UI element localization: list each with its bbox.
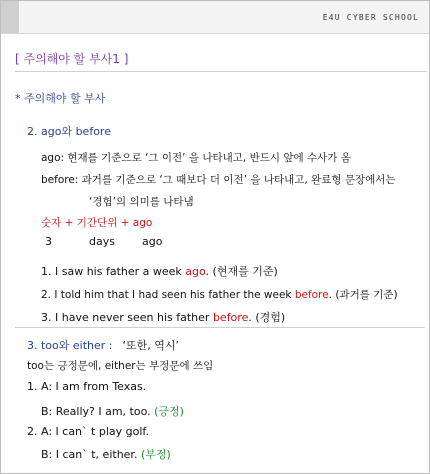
s2-example-sentence-2 <box>41 287 398 302</box>
ex3-note: . (경험) <box>248 311 286 324</box>
q1b-text: B: Really? I am, too. <box>41 405 155 418</box>
s2-before-definition-cont: ‘경험’의 의미를 나타냄 <box>89 196 194 208</box>
s2-before-definition: before: 과거를 기준으로 ‘그 때보다 더 이전’ 을 나타내고, 완료형 문장에서는 <box>41 174 396 186</box>
q2b-text: B: I can` t, either. <box>41 448 141 461</box>
ex2-keyword: before <box>294 289 329 301</box>
header-tab-decoration <box>1 1 19 33</box>
s2-formula: 숫자 + 기간단위 + ago <box>41 217 153 229</box>
title-divider <box>15 71 427 72</box>
ex1-note: . (현재를 기준) <box>205 265 278 278</box>
s3-heading-note: ‘또한, 역시’ <box>122 339 179 352</box>
header-bar <box>1 1 429 34</box>
s3-q1-b <box>41 403 184 419</box>
q2b-note: (부정) <box>140 448 171 461</box>
s2-example-ago: ago <box>142 235 163 248</box>
s3-q2-b <box>41 446 171 462</box>
ex2-note: . (과거를 기준) <box>328 289 398 301</box>
s2-ago-definition: ago: 현재를 기준으로 ‘그 이전’ 을 나타내고, 반드시 앞에 수사가 옴 <box>41 152 351 164</box>
section-heading: * 주의해야 할 부사 <box>15 92 106 105</box>
s3-heading-row <box>27 337 179 353</box>
s2-heading: 2. ago와 before <box>27 125 111 138</box>
s2-example-days: days <box>89 235 115 248</box>
s3-q1-a: 1. A: I am from Texas. <box>27 380 147 393</box>
s3-description: too는 긍정문에, either는 부정문에 쓰임 <box>27 360 214 372</box>
school-name: E4U CYBER SCHOOL <box>322 13 419 22</box>
ex2-text: 2. I told him that I had seen his father the week <box>41 289 295 301</box>
section-divider <box>15 327 425 328</box>
s2-example-sentence-1 <box>41 263 278 279</box>
q1b-note: (긍정) <box>154 405 184 418</box>
ex3-keyword: before <box>212 311 249 324</box>
ex3-text: 3. I have never seen his father <box>41 311 213 324</box>
ex1-text: 1. I saw his father a week <box>41 265 186 278</box>
s2-example-sentence-3 <box>41 309 285 325</box>
s3-q2-a: 2. A: I can` t play golf. <box>27 425 149 438</box>
s2-example-number: 3 <box>45 235 52 248</box>
ex1-keyword: ago <box>185 265 206 278</box>
s3-heading: 3. too와 either : <box>27 339 113 352</box>
page-title: [ 주의해야 할 부사1 ] <box>15 52 129 66</box>
